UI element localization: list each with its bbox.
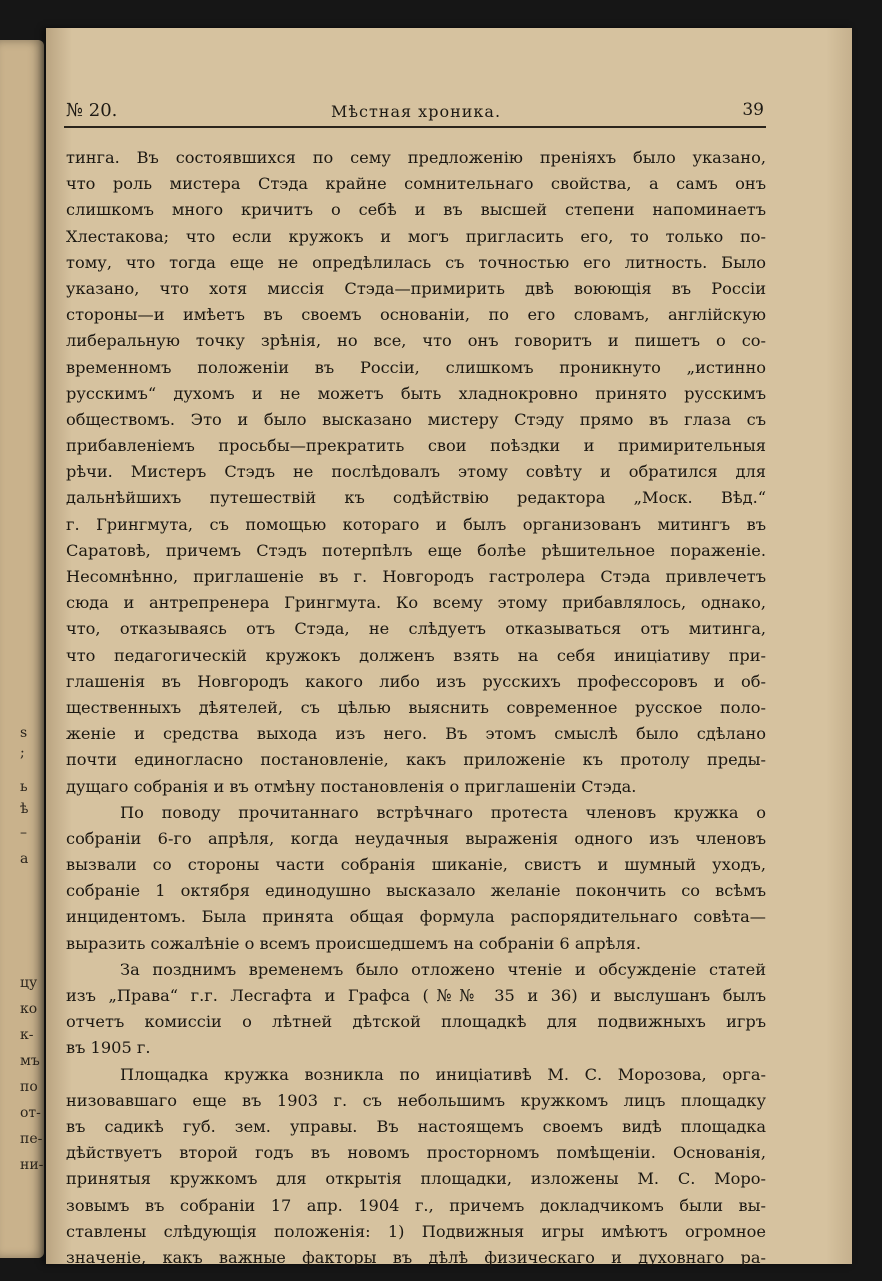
- text-line: тому, что тогда еще не опредѣлилась съ точностью его литность. Было: [66, 252, 766, 272]
- margin-fragment: ѣ: [20, 801, 29, 817]
- page-number: 39: [742, 100, 764, 120]
- adjacent-page-edge: [0, 40, 44, 1258]
- text-line: глашенія въ Новгородъ какого либо изъ русскихъ профессоровъ и об-: [66, 671, 766, 691]
- text-line: русскимъ“ духомъ и не можетъ быть хладнокровно принято русскимъ: [66, 383, 766, 403]
- text-line: инцидентомъ. Была принята общая формула распорядительнаго совѣта—: [66, 907, 766, 927]
- article-body: [66, 145, 766, 1271]
- text-line: зовымъ въ собраніи 17 апр. 1904 г., причемъ докладчикомъ были вы-: [66, 1195, 766, 1215]
- text-line: г. Грингмута, съ помощью котораго и былъ организованъ митингъ въ: [66, 514, 766, 534]
- text-line: женіе и средства выхода изъ него. Въ этомъ смыслѣ было сдѣлано: [66, 724, 766, 744]
- text-line: Хлестакова; что если кружокъ и могъ пригласить его, то только по-: [66, 226, 766, 246]
- text-line: указано, что хотя миссія Стэда—примирить двѣ воюющія въ Россіи: [66, 278, 766, 298]
- text-line: либеральную точку зрѣнія, но все, что онъ говоритъ и пишетъ о со-: [66, 331, 766, 351]
- margin-fragment: ко: [20, 1001, 38, 1017]
- text-line: ставлены слѣдующія положенія: 1) Подвижныя игры имѣютъ огромное: [66, 1221, 766, 1241]
- text-line: въ садикѣ губ. зем. управы. Въ настоящемъ своемъ видѣ площадка: [66, 1116, 766, 1136]
- text-line: слишкомъ много кричитъ о себѣ и въ высшей степени напоминаетъ: [66, 200, 766, 220]
- text-line: собраніе 1 октября единодушно высказало желаніе покончить со всѣмъ: [66, 881, 766, 901]
- text-line: почти единогласно постановленіе, какъ приложеніе къ протолу преды-: [66, 750, 766, 770]
- text-line: выразить сожалѣніе о всемъ происшедшемъ на собраніи 6 апрѣля.: [66, 933, 642, 953]
- text-line: стороны—и имѣетъ въ своемъ основаніи, по его словамъ, англійскую: [66, 305, 766, 325]
- text-line: что роль мистера Стэда крайне сомнительнаго свойства, а самъ онъ: [66, 174, 766, 194]
- text-line: отчетъ комиссіи о лѣтней дѣтской площадкѣ для подвижныхъ игръ: [66, 1012, 766, 1032]
- text-line: обществомъ. Это и было высказано мистеру Стэду прямо въ глаза съ: [66, 409, 766, 429]
- text-line: вызвали со стороны части собранія шиканіе, свистъ и шумный уходъ,: [66, 855, 766, 875]
- issue-number: № 20.: [66, 100, 118, 121]
- text-line: тинга. Въ состоявшихся по сему предложенію преніяхъ было указано,: [66, 148, 766, 167]
- text-line: въ 1905 г.: [66, 1038, 151, 1058]
- text-line: Площадка кружка возникла по иниціативѣ М. С. Морозова, орга-: [120, 1064, 766, 1084]
- text-line: что, отказываясь отъ Стэда, не слѣдуетъ отказываться отъ митинга,: [66, 619, 766, 639]
- running-header: [66, 100, 766, 124]
- margin-fragment: а: [20, 851, 29, 867]
- text-line: За позднимъ временемъ было отложено чтеніе и обсужденіе статей: [120, 959, 766, 979]
- text-line: низовавшаго еще въ 1903 г. съ небольшимъ кружкомъ лицъ площадку: [66, 1090, 766, 1110]
- text-line: Саратовѣ, причемъ Стэдъ потерпѣлъ еще болѣе рѣшительное пораженіе.: [66, 540, 766, 560]
- section-title: Мѣстная хроника.: [330, 102, 502, 121]
- header-rule: [64, 126, 766, 128]
- margin-fragment: ;: [20, 745, 25, 761]
- text-line: дальнѣйшихъ путешествій къ содѣйствію редактора „Моск. Вѣд.“: [66, 488, 766, 508]
- text-line: Несомнѣнно, приглашеніе въ г. Новгородъ гастролера Стэда привлечетъ: [66, 567, 766, 586]
- text-line: По поводу прочитаннаго встрѣчнаго протеста членовъ кружка о: [120, 802, 766, 822]
- text-line: щественныхъ дѣятелей, съ цѣлью выяснить современное русское поло-: [66, 697, 766, 717]
- margin-fragment: по: [20, 1079, 38, 1095]
- margin-fragment: мъ: [20, 1053, 40, 1069]
- text-line: прибавленіемъ просьбы—прекратить свои поѣздки и примирительныя: [66, 436, 766, 456]
- margin-fragment: ь: [20, 779, 28, 795]
- text-line: временномъ положеніи въ Россіи, слишкомъ проникнуто „истинно: [66, 357, 766, 377]
- text-line: сюда и антрепренера Грингмута. Ко всему этому прибавлялось, однако,: [66, 593, 766, 613]
- margin-fragment: цу: [20, 975, 38, 991]
- text-line: дѣйствуетъ второй годъ въ новомъ просторномъ помѣщеніи. Основанія,: [66, 1143, 766, 1163]
- margin-fragment: –: [20, 825, 27, 841]
- text-line: дущаго собранія и въ отмѣну постановленія о приглашеніи Стэда.: [66, 776, 637, 796]
- text-line: собраніи 6-го апрѣля, когда неудачныя выраженія одного изъ членовъ: [66, 828, 766, 848]
- text-line: что педагогическій кружокъ долженъ взять на себя иниціативу при-: [66, 645, 766, 665]
- margin-fragment: ни-: [20, 1157, 44, 1173]
- margin-fragment: к-: [20, 1027, 34, 1043]
- margin-fragment: пе-: [20, 1131, 43, 1147]
- text-line: рѣчи. Мистеръ Стэдъ не послѣдовалъ этому совѣту и обратился для: [66, 462, 766, 482]
- text-line: принятыя кружкомъ для открытія площадки, изложены М. С. Моро-: [66, 1169, 766, 1189]
- text-line: значеніе, какъ важные факторы въ дѣлѣ физическаго и духовнаго ра-: [66, 1247, 766, 1267]
- margin-fragment: от-: [20, 1105, 41, 1121]
- text-line: изъ „Права“ г.г. Лесгафта и Графса (№№ 35 и 36) и выслушанъ былъ: [66, 986, 766, 1005]
- margin-fragment: s: [20, 725, 28, 741]
